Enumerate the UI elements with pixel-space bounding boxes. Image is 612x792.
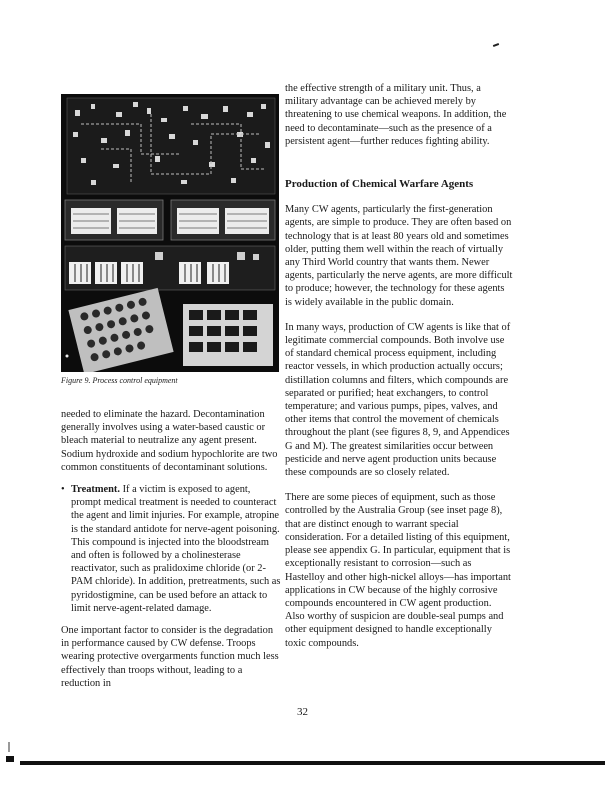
- control-panel-illustration: [61, 94, 279, 372]
- paragraph: One important factor to consider is the degradation in performance caused by CW defense. Troops wearing protective overgarments function much less effectively than troops without, leading to a reduction in: [61, 625, 279, 689]
- bottom-rule: [20, 761, 605, 765]
- paragraph: In many ways, production of CW agents is like that of legitimate commercial compounds. Both involve use of standard chemical process equipment, including reactor vessels, in which production actually occurs; distillation columns and filters, which compounds are separated or purified; heat exchangers, to control temperature; and various pumps, pipes, valves, and other items that control the movement of chemicals throughout the plant (see figures 8, 9, and Appendices G and M). The greatest similarities occur between pesticide and nerve agent production units because these compounds are so closely related.: [285, 321, 511, 479]
- bullet-text: If a victim is exposed to agent, prompt medical treatment is needed to counteract the agent and limit injuries. For example, atropine is the standard antidote for nerve-agent poisoning. This compound is injected into the bloodstream and often is followed by a cholinesterase reactivator, such as pralidoxime chloride (or 2-PAM chloride). In addition, pretreatments, such as pyridostigmine, can be used before an attack to limit nerve-agent-related damage.: [71, 484, 281, 614]
- paragraph: Many CW agents, particularly the first-generation agents, are simple to produce. They are often based on technology that is at least 80 years old and sometimes older, putting them well within the reach of virtually any Third World country that wants them. Newer agents, particularly the nerve agents, are more difficult to produce; however, the technology for these agents is widely available in the public domain.: [285, 204, 513, 308]
- paragraph: needed to eliminate the hazard. Decontamination generally involves using a water-based caustic or bleach material to neutralize any agent present. Sodium hydroxide and sodium hypochlorite are two common constituents of decontaminant solutions.: [61, 409, 278, 473]
- bullet-mark: •: [61, 484, 65, 496]
- figure-caption: Figure 9. Process control equipment: [61, 376, 178, 385]
- section-heading: Production of Chemical Warfare Agents: [285, 178, 474, 191]
- figure-photo: [61, 94, 279, 372]
- margin-mark: [4, 742, 14, 764]
- paragraph: There are some pieces of equipment, such as those controlled by the Australia Group (see inset page 8), that are distinct enough to warrant special consideration. For a detailed listing of this equipment, please see appendix G. In particular, equipment that is exceptionally resistant to corrosion—such as Hastelloy and other high-nickel alloys—has important applications in CW because of the highly corrosive compounds encountered in CW agent production. Also worthy of suspicion are double-seal pumps and other equipment designed to handle exceptionally toxic compounds.: [285, 492, 511, 649]
- left-column: [61, 408, 283, 699]
- right-column: [285, 82, 513, 659]
- page-number: 32: [297, 706, 308, 718]
- bullet-item-treatment: [61, 483, 283, 615]
- paragraph: the effective strength of a military unit. Thus, a military advantage can be achieved merely by threatening to use chemical weapons. In addition, the need to decontaminate—such as the presence of a persistent agent—further reduces fighting ability.: [285, 83, 507, 147]
- scan-mark: [493, 43, 499, 47]
- bullet-term: Treatment.: [71, 484, 120, 496]
